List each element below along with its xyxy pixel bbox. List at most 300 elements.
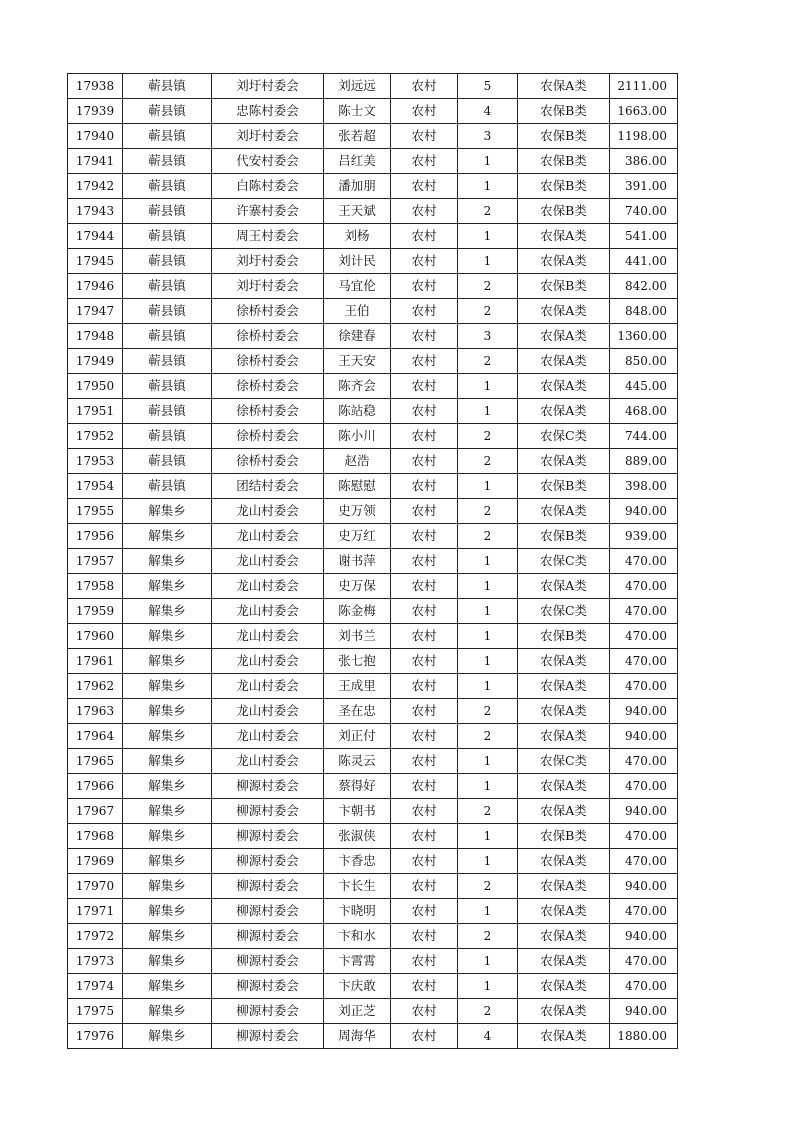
amount-cell: 940.00 (610, 699, 678, 724)
amount-cell: 391.00 (610, 174, 678, 199)
village-committee-cell: 周王村委会 (212, 224, 324, 249)
area-type-cell: 农村 (391, 449, 458, 474)
record-id-cell: 17950 (68, 374, 123, 399)
area-type-cell: 农村 (391, 99, 458, 124)
table-row (68, 824, 678, 849)
name-cell: 卞和水 (324, 924, 391, 949)
village-committee-cell: 龙山村委会 (212, 624, 324, 649)
town-cell: 解集乡 (123, 724, 212, 749)
amount-cell: 842.00 (610, 274, 678, 299)
name-cell: 刘杨 (324, 224, 391, 249)
amount-cell: 744.00 (610, 424, 678, 449)
name-cell: 陈灵云 (324, 749, 391, 774)
village-committee-cell: 龙山村委会 (212, 649, 324, 674)
category-cell: 农保A类 (518, 774, 610, 799)
area-type-cell: 农村 (391, 649, 458, 674)
table-row (68, 499, 678, 524)
record-id-cell: 17962 (68, 674, 123, 699)
area-type-cell: 农村 (391, 749, 458, 774)
record-id-cell: 17966 (68, 774, 123, 799)
name-cell: 圣在忠 (324, 699, 391, 724)
village-committee-cell: 柳源村委会 (212, 799, 324, 824)
town-cell: 蕲县镇 (123, 74, 212, 99)
village-committee-cell: 柳源村委会 (212, 1024, 324, 1049)
town-cell: 解集乡 (123, 649, 212, 674)
table-row (68, 1024, 678, 1049)
record-id-cell: 17940 (68, 124, 123, 149)
record-id-cell: 17969 (68, 849, 123, 874)
category-cell: 农保A类 (518, 249, 610, 274)
town-cell: 蕲县镇 (123, 324, 212, 349)
name-cell: 陈站稳 (324, 399, 391, 424)
amount-cell: 470.00 (610, 974, 678, 999)
town-cell: 解集乡 (123, 624, 212, 649)
record-id-cell: 17954 (68, 474, 123, 499)
town-cell: 解集乡 (123, 599, 212, 624)
name-cell: 卞庆敢 (324, 974, 391, 999)
village-committee-cell: 刘圩村委会 (212, 249, 324, 274)
category-cell: 农保B类 (518, 199, 610, 224)
village-committee-cell: 刘圩村委会 (212, 274, 324, 299)
area-type-cell: 农村 (391, 74, 458, 99)
name-cell: 刘计民 (324, 249, 391, 274)
town-cell: 解集乡 (123, 499, 212, 524)
table-row (68, 724, 678, 749)
area-type-cell: 农村 (391, 799, 458, 824)
village-committee-cell: 忠陈村委会 (212, 99, 324, 124)
household-count-cell: 2 (458, 199, 518, 224)
record-id-cell: 17975 (68, 999, 123, 1024)
category-cell: 农保A类 (518, 674, 610, 699)
area-type-cell: 农村 (391, 174, 458, 199)
village-committee-cell: 龙山村委会 (212, 524, 324, 549)
amount-cell: 470.00 (610, 549, 678, 574)
table-row (68, 99, 678, 124)
table-row (68, 524, 678, 549)
name-cell: 史万红 (324, 524, 391, 549)
town-cell: 蕲县镇 (123, 99, 212, 124)
town-cell: 解集乡 (123, 924, 212, 949)
category-cell: 农保B类 (518, 524, 610, 549)
village-committee-cell: 柳源村委会 (212, 949, 324, 974)
amount-cell: 889.00 (610, 449, 678, 474)
area-type-cell: 农村 (391, 774, 458, 799)
table-row (68, 974, 678, 999)
name-cell: 史万保 (324, 574, 391, 599)
household-count-cell: 1 (458, 399, 518, 424)
category-cell: 农保A类 (518, 899, 610, 924)
area-type-cell: 农村 (391, 374, 458, 399)
village-committee-cell: 白陈村委会 (212, 174, 324, 199)
category-cell: 农保C类 (518, 549, 610, 574)
area-type-cell: 农村 (391, 624, 458, 649)
household-count-cell: 2 (458, 999, 518, 1024)
record-id-cell: 17943 (68, 199, 123, 224)
record-id-cell: 17959 (68, 599, 123, 624)
record-id-cell: 17958 (68, 574, 123, 599)
household-count-cell: 5 (458, 74, 518, 99)
amount-cell: 441.00 (610, 249, 678, 274)
area-type-cell: 农村 (391, 124, 458, 149)
village-committee-cell: 柳源村委会 (212, 924, 324, 949)
area-type-cell: 农村 (391, 1024, 458, 1049)
town-cell: 解集乡 (123, 824, 212, 849)
town-cell: 蕲县镇 (123, 149, 212, 174)
table-row (68, 474, 678, 499)
household-count-cell: 1 (458, 899, 518, 924)
household-count-cell: 1 (458, 599, 518, 624)
category-cell: 农保A类 (518, 649, 610, 674)
area-type-cell: 农村 (391, 299, 458, 324)
record-id-cell: 17956 (68, 524, 123, 549)
area-type-cell: 农村 (391, 249, 458, 274)
record-id-cell: 17973 (68, 949, 123, 974)
table-row (68, 799, 678, 824)
name-cell: 潘加朋 (324, 174, 391, 199)
record-id-cell: 17972 (68, 924, 123, 949)
name-cell: 王天斌 (324, 199, 391, 224)
record-id-cell: 17941 (68, 149, 123, 174)
name-cell: 卞香忠 (324, 849, 391, 874)
household-count-cell: 4 (458, 1024, 518, 1049)
record-id-cell: 17949 (68, 349, 123, 374)
village-committee-cell: 柳源村委会 (212, 849, 324, 874)
category-cell: 农保A类 (518, 449, 610, 474)
household-count-cell: 1 (458, 224, 518, 249)
record-id-cell: 17960 (68, 624, 123, 649)
amount-cell: 850.00 (610, 349, 678, 374)
household-count-cell: 1 (458, 374, 518, 399)
household-count-cell: 3 (458, 324, 518, 349)
area-type-cell: 农村 (391, 999, 458, 1024)
area-type-cell: 农村 (391, 849, 458, 874)
area-type-cell: 农村 (391, 474, 458, 499)
name-cell: 吕红美 (324, 149, 391, 174)
name-cell: 马宜伦 (324, 274, 391, 299)
record-id-cell: 17967 (68, 799, 123, 824)
record-id-cell: 17964 (68, 724, 123, 749)
village-committee-cell: 徐桥村委会 (212, 324, 324, 349)
household-count-cell: 4 (458, 99, 518, 124)
amount-cell: 2111.00 (610, 74, 678, 99)
amount-cell: 470.00 (610, 674, 678, 699)
village-committee-cell: 柳源村委会 (212, 874, 324, 899)
household-count-cell: 2 (458, 874, 518, 899)
record-id-cell: 17971 (68, 899, 123, 924)
category-cell: 农保B类 (518, 624, 610, 649)
town-cell: 蕲县镇 (123, 399, 212, 424)
table-row (68, 599, 678, 624)
record-id-cell: 17955 (68, 499, 123, 524)
category-cell: 农保A类 (518, 974, 610, 999)
household-count-cell: 1 (458, 824, 518, 849)
table-row (68, 674, 678, 699)
record-id-cell: 17965 (68, 749, 123, 774)
town-cell: 解集乡 (123, 974, 212, 999)
household-count-cell: 1 (458, 974, 518, 999)
amount-cell: 470.00 (610, 624, 678, 649)
table-row (68, 899, 678, 924)
village-committee-cell: 徐桥村委会 (212, 349, 324, 374)
area-type-cell: 农村 (391, 524, 458, 549)
household-count-cell: 1 (458, 949, 518, 974)
household-count-cell: 1 (458, 249, 518, 274)
village-committee-cell: 徐桥村委会 (212, 449, 324, 474)
village-committee-cell: 龙山村委会 (212, 599, 324, 624)
name-cell: 徐建春 (324, 324, 391, 349)
amount-cell: 940.00 (610, 874, 678, 899)
amount-cell: 940.00 (610, 499, 678, 524)
amount-cell: 940.00 (610, 724, 678, 749)
amount-cell: 848.00 (610, 299, 678, 324)
amount-cell: 470.00 (610, 899, 678, 924)
area-type-cell: 农村 (391, 824, 458, 849)
name-cell: 周海华 (324, 1024, 391, 1049)
record-id-cell: 17948 (68, 324, 123, 349)
town-cell: 蕲县镇 (123, 274, 212, 299)
table-row (68, 749, 678, 774)
amount-cell: 1663.00 (610, 99, 678, 124)
area-type-cell: 农村 (391, 199, 458, 224)
record-id-cell: 17953 (68, 449, 123, 474)
record-id-cell: 17974 (68, 974, 123, 999)
area-type-cell: 农村 (391, 674, 458, 699)
name-cell: 陈小川 (324, 424, 391, 449)
household-count-cell: 2 (458, 524, 518, 549)
village-committee-cell: 龙山村委会 (212, 549, 324, 574)
record-id-cell: 17946 (68, 274, 123, 299)
table-row (68, 624, 678, 649)
amount-cell: 470.00 (610, 824, 678, 849)
name-cell: 史万领 (324, 499, 391, 524)
amount-cell: 940.00 (610, 924, 678, 949)
category-cell: 农保B类 (518, 99, 610, 124)
amount-cell: 940.00 (610, 799, 678, 824)
name-cell: 卞朝书 (324, 799, 391, 824)
name-cell: 赵浩 (324, 449, 391, 474)
category-cell: 农保A类 (518, 399, 610, 424)
table-row (68, 849, 678, 874)
category-cell: 农保A类 (518, 849, 610, 874)
name-cell: 张若超 (324, 124, 391, 149)
household-count-cell: 3 (458, 124, 518, 149)
village-committee-cell: 龙山村委会 (212, 499, 324, 524)
household-count-cell: 1 (458, 549, 518, 574)
name-cell: 卞霄霄 (324, 949, 391, 974)
category-cell: 农保A类 (518, 324, 610, 349)
household-count-cell: 1 (458, 574, 518, 599)
table-row (68, 74, 678, 99)
name-cell: 王天安 (324, 349, 391, 374)
household-count-cell: 1 (458, 624, 518, 649)
name-cell: 卞长生 (324, 874, 391, 899)
record-id-cell: 17945 (68, 249, 123, 274)
area-type-cell: 农村 (391, 874, 458, 899)
area-type-cell: 农村 (391, 399, 458, 424)
household-count-cell: 2 (458, 449, 518, 474)
village-committee-cell: 许寨村委会 (212, 199, 324, 224)
category-cell: 农保B类 (518, 149, 610, 174)
town-cell: 解集乡 (123, 774, 212, 799)
household-count-cell: 1 (458, 474, 518, 499)
category-cell: 农保B类 (518, 124, 610, 149)
category-cell: 农保A类 (518, 799, 610, 824)
record-id-cell: 17968 (68, 824, 123, 849)
record-id-cell: 17970 (68, 874, 123, 899)
record-id-cell: 17939 (68, 99, 123, 124)
town-cell: 蕲县镇 (123, 349, 212, 374)
table-row (68, 374, 678, 399)
household-count-cell: 2 (458, 299, 518, 324)
category-cell: 农保A类 (518, 1024, 610, 1049)
town-cell: 蕲县镇 (123, 249, 212, 274)
village-committee-cell: 柳源村委会 (212, 824, 324, 849)
area-type-cell: 农村 (391, 274, 458, 299)
name-cell: 陈金梅 (324, 599, 391, 624)
town-cell: 蕲县镇 (123, 124, 212, 149)
table-row (68, 999, 678, 1024)
category-cell: 农保B类 (518, 824, 610, 849)
area-type-cell: 农村 (391, 949, 458, 974)
amount-cell: 470.00 (610, 774, 678, 799)
record-id-cell: 17942 (68, 174, 123, 199)
name-cell: 张七抱 (324, 649, 391, 674)
category-cell: 农保B类 (518, 274, 610, 299)
category-cell: 农保A类 (518, 74, 610, 99)
town-cell: 解集乡 (123, 949, 212, 974)
town-cell: 解集乡 (123, 799, 212, 824)
name-cell: 刘书兰 (324, 624, 391, 649)
household-count-cell: 1 (458, 649, 518, 674)
table-row (68, 874, 678, 899)
category-cell: 农保A类 (518, 699, 610, 724)
category-cell: 农保A类 (518, 574, 610, 599)
town-cell: 蕲县镇 (123, 449, 212, 474)
table-row (68, 124, 678, 149)
record-id-cell: 17961 (68, 649, 123, 674)
category-cell: 农保A类 (518, 999, 610, 1024)
household-count-cell: 2 (458, 349, 518, 374)
town-cell: 解集乡 (123, 999, 212, 1024)
area-type-cell: 农村 (391, 324, 458, 349)
table-body (68, 74, 678, 1049)
area-type-cell: 农村 (391, 599, 458, 624)
area-type-cell: 农村 (391, 549, 458, 574)
name-cell: 蔡得好 (324, 774, 391, 799)
relief-roster-table (67, 73, 678, 1049)
household-count-cell: 1 (458, 149, 518, 174)
name-cell: 卞晓明 (324, 899, 391, 924)
category-cell: 农保C类 (518, 599, 610, 624)
area-type-cell: 农村 (391, 499, 458, 524)
area-type-cell: 农村 (391, 724, 458, 749)
household-count-cell: 1 (458, 174, 518, 199)
name-cell: 谢书萍 (324, 549, 391, 574)
category-cell: 农保C类 (518, 424, 610, 449)
area-type-cell: 农村 (391, 974, 458, 999)
village-committee-cell: 龙山村委会 (212, 674, 324, 699)
amount-cell: 468.00 (610, 399, 678, 424)
village-committee-cell: 龙山村委会 (212, 749, 324, 774)
amount-cell: 740.00 (610, 199, 678, 224)
area-type-cell: 农村 (391, 924, 458, 949)
area-type-cell: 农村 (391, 349, 458, 374)
table-row (68, 274, 678, 299)
amount-cell: 470.00 (610, 749, 678, 774)
table-row (68, 324, 678, 349)
household-count-cell: 1 (458, 849, 518, 874)
town-cell: 蕲县镇 (123, 424, 212, 449)
town-cell: 蕲县镇 (123, 474, 212, 499)
record-id-cell: 17957 (68, 549, 123, 574)
amount-cell: 386.00 (610, 149, 678, 174)
household-count-cell: 2 (458, 799, 518, 824)
amount-cell: 398.00 (610, 474, 678, 499)
town-cell: 蕲县镇 (123, 199, 212, 224)
area-type-cell: 农村 (391, 899, 458, 924)
town-cell: 解集乡 (123, 549, 212, 574)
town-cell: 解集乡 (123, 674, 212, 699)
category-cell: 农保A类 (518, 924, 610, 949)
table-row (68, 149, 678, 174)
town-cell: 解集乡 (123, 574, 212, 599)
amount-cell: 470.00 (610, 574, 678, 599)
table-row (68, 449, 678, 474)
amount-cell: 939.00 (610, 524, 678, 549)
table-row (68, 349, 678, 374)
category-cell: 农保A类 (518, 224, 610, 249)
town-cell: 解集乡 (123, 849, 212, 874)
category-cell: 农保B类 (518, 474, 610, 499)
table-row (68, 574, 678, 599)
town-cell: 解集乡 (123, 1024, 212, 1049)
area-type-cell: 农村 (391, 699, 458, 724)
amount-cell: 470.00 (610, 599, 678, 624)
record-id-cell: 17976 (68, 1024, 123, 1049)
household-count-cell: 1 (458, 674, 518, 699)
household-count-cell: 2 (458, 274, 518, 299)
record-id-cell: 17952 (68, 424, 123, 449)
category-cell: 农保C类 (518, 749, 610, 774)
table-row (68, 699, 678, 724)
category-cell: 农保A类 (518, 724, 610, 749)
table-row (68, 299, 678, 324)
table-row (68, 549, 678, 574)
record-id-cell: 17944 (68, 224, 123, 249)
category-cell: 农保A类 (518, 299, 610, 324)
amount-cell: 1360.00 (610, 324, 678, 349)
household-count-cell: 1 (458, 774, 518, 799)
village-committee-cell: 徐桥村委会 (212, 299, 324, 324)
village-committee-cell: 龙山村委会 (212, 699, 324, 724)
town-cell: 解集乡 (123, 699, 212, 724)
village-committee-cell: 柳源村委会 (212, 974, 324, 999)
village-committee-cell: 柳源村委会 (212, 774, 324, 799)
name-cell: 陈慰慰 (324, 474, 391, 499)
amount-cell: 1198.00 (610, 124, 678, 149)
name-cell: 陈士文 (324, 99, 391, 124)
town-cell: 蕲县镇 (123, 299, 212, 324)
table-row (68, 424, 678, 449)
table-row (68, 924, 678, 949)
name-cell: 王伯 (324, 299, 391, 324)
area-type-cell: 农村 (391, 224, 458, 249)
village-committee-cell: 龙山村委会 (212, 724, 324, 749)
household-count-cell: 2 (458, 699, 518, 724)
town-cell: 解集乡 (123, 899, 212, 924)
town-cell: 解集乡 (123, 749, 212, 774)
village-committee-cell: 柳源村委会 (212, 999, 324, 1024)
